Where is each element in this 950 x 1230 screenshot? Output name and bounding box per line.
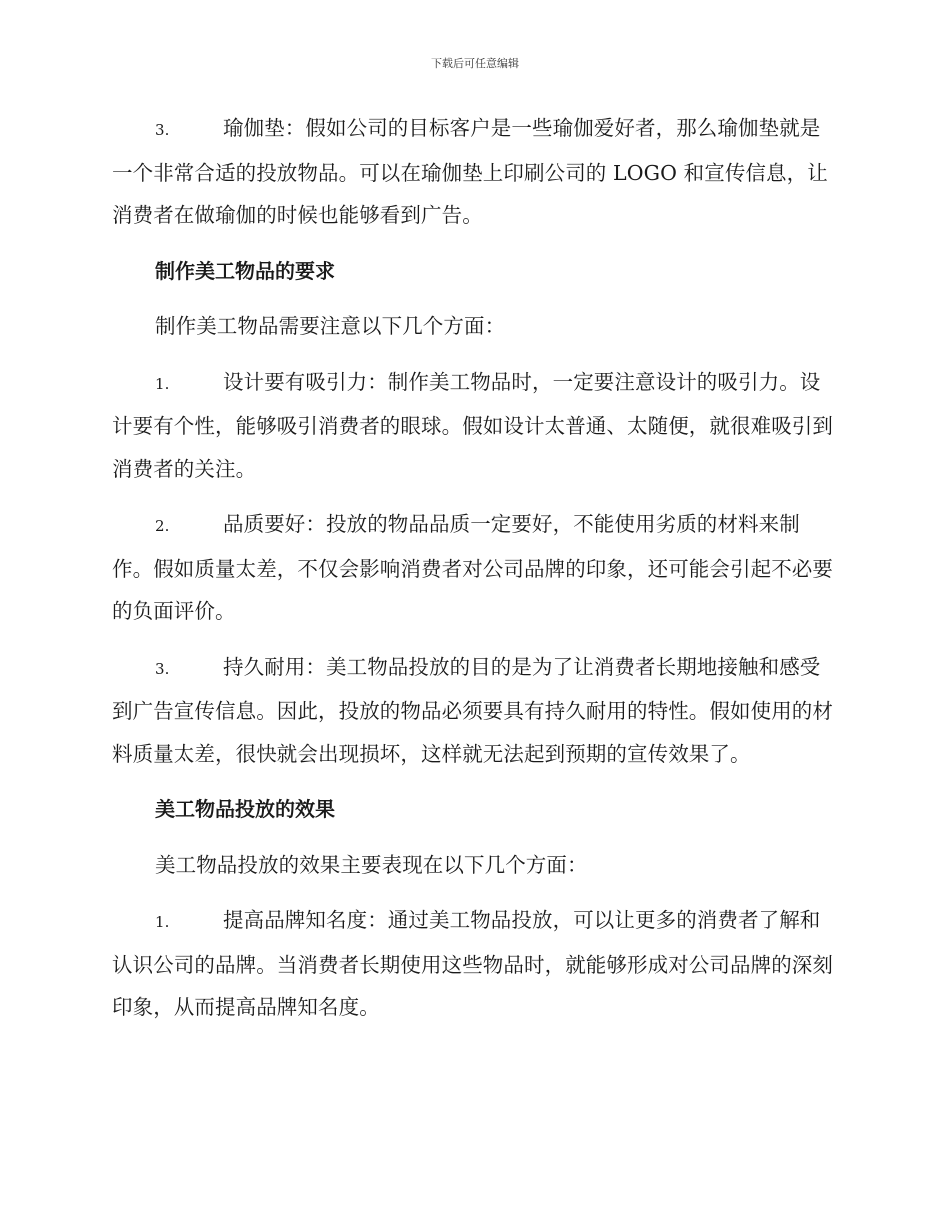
section-heading-effects: 美工物品投放的效果 [155, 797, 335, 821]
paragraph-text: 品质要好：投放的物品品质一定要好，不能使用劣质的材料来制作。假如质量太差，不仅会影响消费者对公司品牌的印象，还可能会引起不必要的负面评价。 [112, 512, 833, 623]
paragraph-text: 持久耐用：美工物品投放的目的是为了让消费者长期地接触和感受到广告宣传信息。因此，投放的物品必须要具有持久耐用的特性。假如使用的材料质量太差，很快就会出现损坏，这样就无法起到预期的宣传效果了。 [112, 654, 833, 766]
document-body [112, 107, 834, 1042]
list-item-quality [112, 503, 834, 633]
paragraph-intro-requirements: 制作美工物品需要注意以下几个方面： [155, 314, 506, 338]
list-number: 2. [155, 517, 170, 535]
list-number: 1. [155, 913, 170, 931]
paragraph-text: 提高品牌知名度：通过美工物品投放，可以让更多的消费者了解和认识公司的品牌。当消费者长期使用这些物品时，就能够形成对公司品牌的深刻印象，从而提高品牌知名度。 [112, 908, 833, 1019]
page-header: 下载后可任意编辑 [431, 57, 519, 70]
list-number: 3. [155, 121, 170, 139]
list-number: 1. [155, 374, 170, 393]
list-item-design [112, 361, 834, 491]
paragraph-text: 瑜伽垫：假如公司的目标客户是一些瑜伽爱好者，那么瑜伽垫就是一个非常合适的投放物品。可以在瑜伽垫上印刷公司的 LOGO 和宣传信息，让消费者在做瑜伽的时候也能够看到广告。 [112, 116, 828, 227]
paragraph-intro-effects: 美工物品投放的效果主要表现在以下几个方面： [155, 852, 588, 877]
list-item-brand-awareness [112, 899, 834, 1029]
list-number: 3. [155, 659, 170, 678]
list-item-yoga-mat [112, 107, 834, 237]
paragraph-text: 设计要有吸引力：制作美工物品时，一定要注意设计的吸引力。设计要有个性，能够吸引消费者的眼球。假如设计太普通、太随便，就很难吸引到消费者的关注。 [112, 369, 833, 481]
section-heading-requirements: 制作美工物品的要求 [155, 258, 335, 283]
list-item-durability [112, 646, 834, 776]
